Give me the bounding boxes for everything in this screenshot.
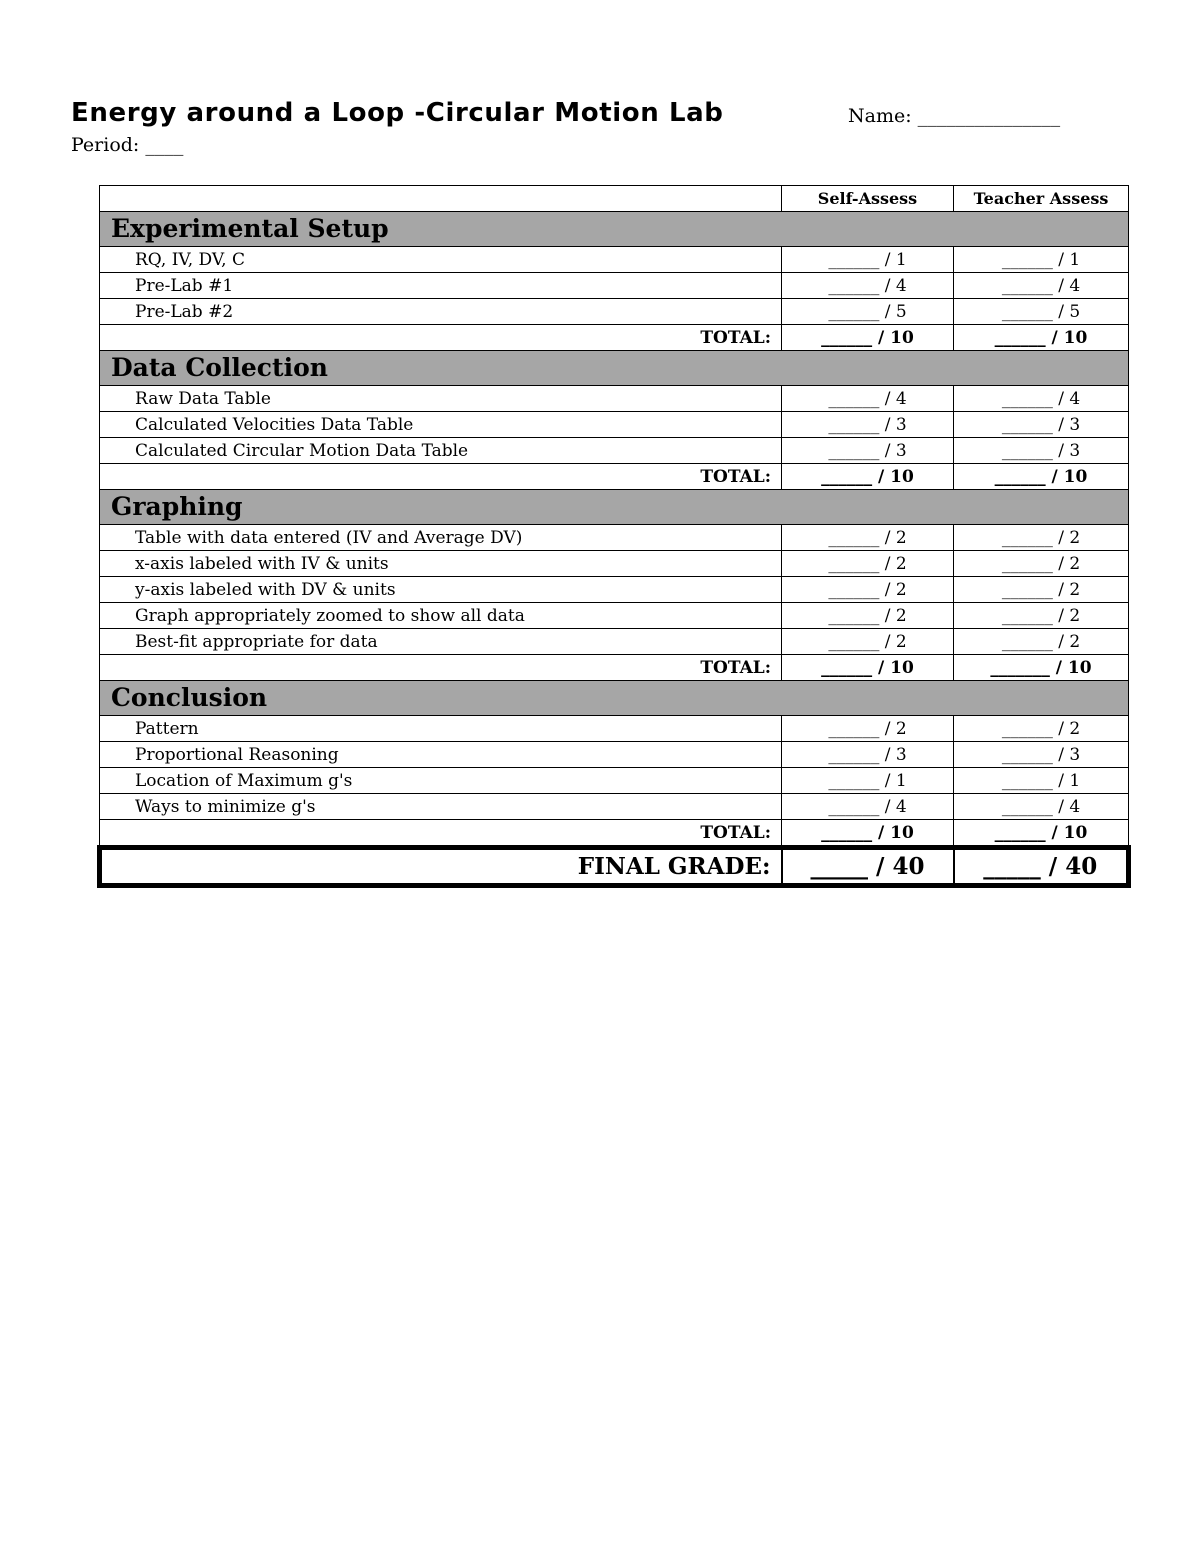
self-score-field[interactable]: ______ / 3 <box>782 742 954 768</box>
teacher-score-field[interactable]: ______ / 2 <box>954 603 1129 629</box>
self-score-field[interactable]: ______ / 5 <box>782 299 954 325</box>
rubric-item-row <box>100 551 1129 577</box>
rubric-item-row <box>100 577 1129 603</box>
criterion-label: Ways to minimize g's <box>100 794 782 820</box>
rubric-item-row <box>100 742 1129 768</box>
section-total-row <box>100 325 1129 351</box>
total-label: TOTAL: <box>100 464 782 490</box>
teacher-score-field[interactable]: ______ / 3 <box>954 438 1129 464</box>
criterion-label: Location of Maximum g's <box>100 768 782 794</box>
self-score-field[interactable]: ______ / 3 <box>782 438 954 464</box>
teacher-score-field[interactable]: ______ / 2 <box>954 551 1129 577</box>
self-final-grade-field[interactable]: _____ / 40 <box>782 848 954 886</box>
teacher-score-field[interactable]: ______ / 4 <box>954 794 1129 820</box>
section-header-row <box>100 351 1129 386</box>
criterion-label: Best-fit appropriate for data <box>100 629 782 655</box>
rubric-item-row <box>100 299 1129 325</box>
criterion-label: y-axis labeled with DV & units <box>100 577 782 603</box>
total-label: TOTAL: <box>100 655 782 681</box>
self-score-field[interactable]: ______ / 2 <box>782 577 954 603</box>
teacher-score-field[interactable]: ______ / 4 <box>954 273 1129 299</box>
self-total-field[interactable]: ______ / 10 <box>782 820 954 848</box>
rubric-item-row <box>100 273 1129 299</box>
criterion-label: Pre-Lab #1 <box>100 273 782 299</box>
teacher-score-field[interactable]: ______ / 2 <box>954 525 1129 551</box>
section-title: Data Collection <box>100 351 1129 386</box>
self-total-field[interactable]: ______ / 10 <box>782 655 954 681</box>
teacher-score-field[interactable]: ______ / 1 <box>954 247 1129 273</box>
teacher-score-field[interactable]: ______ / 2 <box>954 577 1129 603</box>
self-score-field[interactable]: ______ / 1 <box>782 768 954 794</box>
self-score-field[interactable]: ______ / 4 <box>782 386 954 412</box>
self-score-field[interactable]: ______ / 2 <box>782 525 954 551</box>
criterion-label: Pre-Lab #2 <box>100 299 782 325</box>
criterion-label: Calculated Velocities Data Table <box>100 412 782 438</box>
self-score-field[interactable]: ______ / 1 <box>782 247 954 273</box>
rubric-item-row <box>100 716 1129 742</box>
section-total-row <box>100 820 1129 848</box>
teacher-score-field[interactable]: ______ / 4 <box>954 386 1129 412</box>
criterion-label: Pattern <box>100 716 782 742</box>
section-total-row <box>100 655 1129 681</box>
teacher-score-field[interactable]: ______ / 1 <box>954 768 1129 794</box>
section-title: Conclusion <box>100 681 1129 716</box>
teacher-total-field[interactable]: ______ / 10 <box>954 325 1129 351</box>
self-score-field[interactable]: ______ / 3 <box>782 412 954 438</box>
section-title: Graphing <box>100 490 1129 525</box>
teacher-score-field[interactable]: ______ / 5 <box>954 299 1129 325</box>
page-title: Energy around a Loop -Circular Motion Lab <box>71 98 724 128</box>
teacher-score-field[interactable]: ______ / 2 <box>954 716 1129 742</box>
criterion-label: Table with data entered (IV and Average DV) <box>100 525 782 551</box>
final-grade-row <box>100 848 1129 886</box>
rubric-table <box>97 185 1131 888</box>
teacher-total-field[interactable]: ______ / 10 <box>954 820 1129 848</box>
teacher-total-field[interactable]: ______ / 10 <box>954 464 1129 490</box>
rubric-item-row <box>100 525 1129 551</box>
rubric-item-row <box>100 768 1129 794</box>
section-header-row <box>100 212 1129 247</box>
period-field[interactable]: Period: ____ <box>71 134 184 156</box>
rubric-header-row <box>100 186 1129 212</box>
teacher-score-field[interactable]: ______ / 3 <box>954 412 1129 438</box>
teacher-score-field[interactable]: ______ / 2 <box>954 629 1129 655</box>
self-assess-header: Self-Assess <box>782 186 954 212</box>
self-score-field[interactable]: ______ / 2 <box>782 716 954 742</box>
self-score-field[interactable]: ______ / 4 <box>782 794 954 820</box>
teacher-assess-header: Teacher Assess <box>954 186 1129 212</box>
rubric-item-row <box>100 603 1129 629</box>
teacher-score-field[interactable]: ______ / 3 <box>954 742 1129 768</box>
total-label: TOTAL: <box>100 820 782 848</box>
section-title: Experimental Setup <box>100 212 1129 247</box>
rubric-item-row <box>100 794 1129 820</box>
section-total-row <box>100 464 1129 490</box>
self-total-field[interactable]: ______ / 10 <box>782 325 954 351</box>
criterion-label: Proportional Reasoning <box>100 742 782 768</box>
rubric-item-row <box>100 438 1129 464</box>
self-score-field[interactable]: ______ / 2 <box>782 551 954 577</box>
rubric-item-row <box>100 247 1129 273</box>
criterion-label: RQ, IV, DV, C <box>100 247 782 273</box>
rubric-item-row <box>100 412 1129 438</box>
final-grade-label: FINAL GRADE: <box>100 848 782 886</box>
section-header-row <box>100 681 1129 716</box>
criterion-label: x-axis labeled with IV & units <box>100 551 782 577</box>
name-field[interactable]: Name: _______________ <box>848 105 1061 127</box>
rubric-header-blank <box>100 186 782 212</box>
criterion-label: Raw Data Table <box>100 386 782 412</box>
teacher-final-grade-field[interactable]: _____ / 40 <box>954 848 1129 886</box>
self-score-field[interactable]: ______ / 4 <box>782 273 954 299</box>
rubric-item-row <box>100 386 1129 412</box>
criterion-label: Graph appropriately zoomed to show all data <box>100 603 782 629</box>
criterion-label: Calculated Circular Motion Data Table <box>100 438 782 464</box>
self-total-field[interactable]: ______ / 10 <box>782 464 954 490</box>
teacher-total-field[interactable]: _______ / 10 <box>954 655 1129 681</box>
total-label: TOTAL: <box>100 325 782 351</box>
self-score-field[interactable]: ______ / 2 <box>782 629 954 655</box>
self-score-field[interactable]: ______ / 2 <box>782 603 954 629</box>
section-header-row <box>100 490 1129 525</box>
rubric-item-row <box>100 629 1129 655</box>
